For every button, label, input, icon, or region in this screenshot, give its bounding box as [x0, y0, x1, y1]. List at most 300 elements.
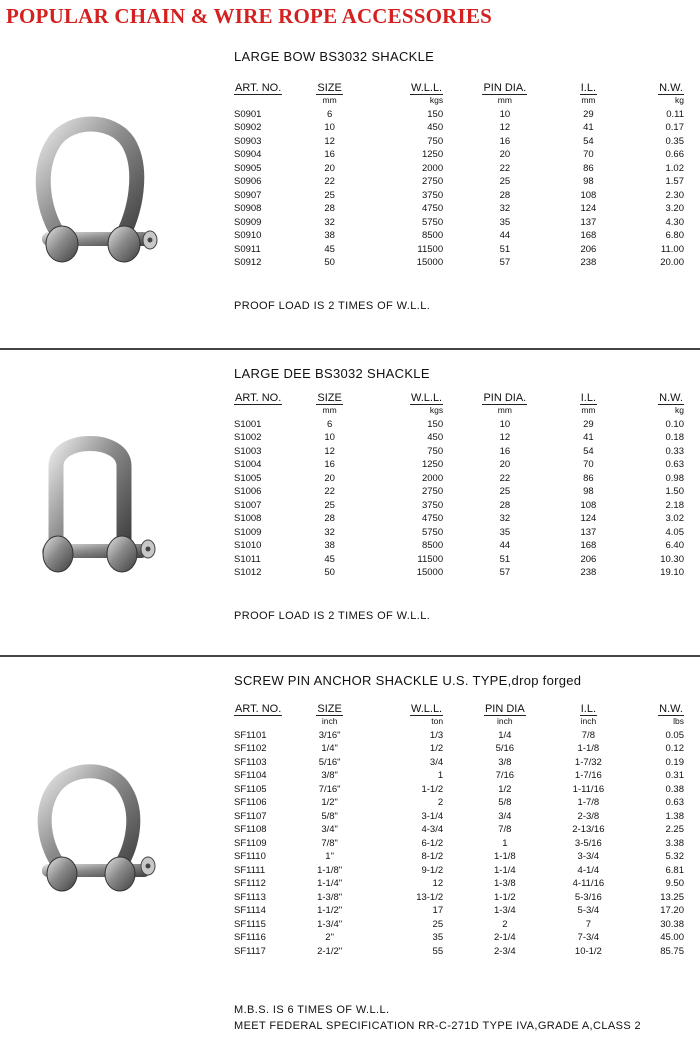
section-title-large-dee: LARGE DEE BS3032 SHACKLE — [234, 366, 430, 381]
cell-wll: 750 — [427, 135, 444, 147]
cell-size: 3/16" — [318, 729, 341, 741]
cell-art-no: S0911 — [234, 243, 261, 255]
cell-pin-dia: 57 — [499, 257, 511, 268]
unit-pin-dia: mm — [497, 405, 512, 415]
cell-art-no: SF1107 — [234, 810, 267, 822]
cell-wll: 11500 — [417, 553, 444, 565]
cell-pin-dia: 1-1/2 — [494, 891, 516, 903]
cell-nw: 17.20 — [660, 905, 684, 916]
cell-art-no: SF1103 — [234, 756, 267, 768]
cell-nw: 0.38 — [665, 783, 684, 795]
cell-il: 1-7/8 — [577, 797, 600, 808]
table-row — [230, 877, 686, 891]
cell-art-no: S1001 — [234, 418, 262, 430]
cell-wll: 2750 — [421, 176, 444, 187]
cell-nw: 0.33 — [665, 445, 684, 457]
cell-nw: 6.40 — [665, 540, 684, 551]
cell-art-no: S1002 — [234, 432, 262, 443]
cell-size: 2-1/2" — [317, 945, 343, 957]
cell-size: 50 — [324, 257, 335, 268]
cell-wll: 3750 — [421, 189, 444, 201]
header-art-no: ART. NO. — [235, 82, 282, 94]
cell-nw: 0.11 — [666, 108, 684, 120]
cell-wll: 1-1/2 — [421, 783, 444, 795]
table-row — [230, 162, 686, 176]
cell-pin-dia: 10 — [499, 108, 511, 120]
units-row — [230, 715, 686, 729]
bow-shackle-image — [32, 112, 162, 277]
cell-wll: 2750 — [421, 486, 444, 497]
cell-nw: 0.12 — [665, 743, 684, 754]
cell-size: 20 — [324, 472, 335, 484]
cell-il: 7-3/4 — [577, 932, 600, 943]
cell-il: 1-7/16 — [574, 770, 602, 781]
cell-pin-dia: 2 — [502, 918, 508, 930]
cell-il: 7 — [585, 918, 592, 930]
table-row — [230, 931, 686, 945]
cell-size: 7/16" — [318, 783, 341, 795]
header-art-no: ART. NO. — [235, 703, 282, 715]
cell-size: 5/16" — [318, 756, 341, 768]
cell-size: 3/8" — [321, 770, 338, 781]
cell-size: 25 — [324, 499, 335, 511]
cell-art-no: SF1108 — [234, 824, 267, 835]
cell-size: 50 — [324, 567, 335, 578]
cell-wll: 15000 — [416, 567, 444, 578]
unit-size: inch — [321, 716, 338, 726]
cell-size: 1" — [325, 851, 334, 862]
cell-pin-dia: 5/8 — [498, 797, 512, 808]
cell-nw: 4.05 — [665, 526, 684, 538]
cell-size: 1-1/8" — [317, 864, 343, 876]
cell-wll: 3/4 — [429, 756, 444, 768]
unit-pin-dia: mm — [497, 95, 512, 105]
cell-pin-dia: 1/2 — [498, 783, 512, 795]
cell-size: 38 — [324, 230, 335, 241]
cell-size: 1-1/2" — [317, 905, 343, 916]
cell-nw: 1.57 — [665, 176, 684, 187]
unit-size: mm — [322, 95, 337, 105]
header-wll: W.L.L. — [410, 703, 443, 715]
cell-il: 1-1/8 — [577, 743, 600, 754]
large-bow-spec-table — [230, 76, 686, 270]
cell-pin-dia: 22 — [499, 162, 511, 174]
section-divider — [0, 655, 700, 657]
cell-art-no: SF1104 — [234, 770, 267, 781]
table-row — [230, 742, 686, 756]
table-row — [230, 512, 686, 526]
unit-il: inch — [580, 716, 597, 726]
cell-size: 38 — [324, 540, 335, 551]
cell-nw: 0.05 — [665, 729, 684, 741]
cell-nw: 0.35 — [665, 135, 684, 147]
cell-wll: 25 — [432, 918, 444, 930]
cell-wll: 2 — [437, 797, 444, 808]
cell-il: 98 — [583, 486, 594, 497]
cell-size: 45 — [324, 553, 335, 565]
section-title-screw-pin-anchor: SCREW PIN ANCHOR SHACKLE U.S. TYPE,drop forged — [234, 673, 582, 688]
cell-nw: 0.17 — [665, 122, 684, 133]
dee-shackle-image — [36, 426, 166, 586]
header-il: I.L. — [580, 703, 597, 715]
large-dee-spec-table — [230, 386, 686, 580]
unit-wll: kgs — [429, 95, 444, 105]
cell-nw: 3.38 — [665, 837, 684, 849]
cell-wll: 8500 — [421, 540, 444, 551]
cell-il: 10-1/2 — [574, 945, 602, 957]
cell-nw: 0.19 — [665, 756, 684, 768]
cell-size: 28 — [324, 203, 335, 214]
cell-wll: 12 — [432, 878, 444, 889]
cell-pin-dia: 5/16 — [495, 743, 515, 754]
cell-art-no: S1003 — [234, 445, 262, 457]
cell-art-no: SF1110 — [234, 851, 266, 862]
cell-pin-dia: 57 — [499, 567, 511, 578]
cell-wll: 450 — [427, 122, 444, 133]
cell-nw: 20.00 — [660, 257, 684, 268]
unit-wll: ton — [431, 716, 444, 726]
table-row — [230, 918, 686, 932]
cell-pin-dia: 1/4 — [498, 729, 512, 741]
cell-wll: 1/2 — [429, 743, 444, 754]
unit-il: mm — [581, 405, 596, 415]
table-row — [230, 566, 686, 580]
cell-art-no: SF1116 — [234, 932, 266, 943]
cell-wll: 15000 — [416, 257, 444, 268]
cell-pin-dia: 2-3/4 — [494, 945, 516, 957]
cell-size: 22 — [324, 486, 335, 497]
cell-size: 7/8" — [321, 837, 338, 849]
cell-wll: 11500 — [417, 243, 444, 255]
header-art-no: ART. NO. — [235, 392, 282, 404]
cell-art-no: SF1101 — [234, 729, 267, 741]
cell-wll: 6-1/2 — [421, 837, 444, 849]
cell-size: 3/4" — [321, 824, 338, 835]
cell-size: 1-3/8" — [317, 891, 343, 903]
cell-il: 86 — [583, 472, 594, 484]
cell-nw: 10.30 — [660, 553, 684, 565]
table-row — [230, 729, 686, 743]
cell-art-no: S1005 — [234, 472, 262, 484]
cell-size: 1/4" — [321, 743, 338, 754]
cell-il: 54 — [583, 445, 594, 457]
cell-size: 6 — [326, 418, 333, 430]
table-row — [230, 243, 686, 257]
cell-pin-dia: 28 — [499, 499, 511, 511]
cell-size: 10 — [324, 122, 335, 133]
cell-pin-dia: 35 — [499, 526, 511, 538]
cell-size: 12 — [324, 135, 335, 147]
cell-size: 20 — [324, 162, 335, 174]
cell-nw: 19.10 — [660, 567, 684, 578]
cell-pin-dia: 7/16 — [495, 770, 515, 781]
cell-pin-dia: 16 — [499, 445, 511, 457]
cell-il: 168 — [580, 230, 597, 241]
cell-art-no: S0903 — [234, 135, 262, 147]
cell-nw: 85.75 — [660, 945, 684, 957]
cell-nw: 5.32 — [665, 851, 684, 862]
cell-size: 16 — [324, 149, 335, 160]
cell-nw: 3.02 — [665, 513, 684, 524]
table-row — [230, 458, 686, 472]
cell-size: 28 — [324, 513, 335, 524]
cell-nw: 0.18 — [665, 432, 684, 443]
screw-pin-anchor-spec-table — [230, 697, 686, 958]
cell-art-no: S0901 — [234, 108, 262, 120]
table-row — [230, 864, 686, 878]
cell-art-no: SF1114 — [234, 905, 266, 916]
cell-il: 5-3/4 — [577, 905, 600, 916]
cell-il: 206 — [580, 553, 597, 565]
cell-wll: 4-3/4 — [421, 824, 444, 835]
cell-nw: 9.50 — [665, 878, 684, 889]
header-pin-dia: PIN DIA. — [483, 392, 527, 404]
cell-il: 5-3/16 — [574, 891, 602, 903]
table-row — [230, 472, 686, 486]
table-row — [230, 810, 686, 824]
cell-art-no: S1011 — [234, 553, 261, 565]
cell-pin-dia: 51 — [499, 553, 511, 565]
cell-art-no: S0906 — [234, 176, 262, 187]
cell-il: 124 — [580, 203, 597, 214]
cell-pin-dia: 22 — [499, 472, 511, 484]
cell-wll: 55 — [432, 945, 444, 957]
cell-il: 108 — [580, 189, 597, 201]
section-divider — [0, 348, 700, 350]
cell-nw: 2.25 — [665, 824, 684, 835]
units-row — [230, 404, 686, 418]
table-row — [230, 756, 686, 770]
table-row — [230, 904, 686, 918]
cell-nw: 4.30 — [665, 216, 684, 228]
cell-pin-dia: 25 — [499, 486, 511, 497]
header-nw: N.W. — [659, 703, 683, 715]
cell-pin-dia: 44 — [499, 540, 511, 551]
cell-wll: 150 — [427, 108, 444, 120]
header-pin-dia: PIN DIA. — [483, 82, 527, 94]
cell-size: 32 — [324, 216, 335, 228]
table-row — [230, 189, 686, 203]
cell-pin-dia: 20 — [499, 459, 511, 470]
table-row — [230, 108, 686, 122]
cell-wll: 2000 — [421, 162, 444, 174]
cell-pin-dia: 3/8 — [498, 756, 512, 768]
cell-wll: 9-1/2 — [421, 864, 444, 876]
cell-wll: 750 — [427, 445, 444, 457]
cell-wll: 1/3 — [429, 729, 444, 741]
cell-il: 137 — [580, 526, 597, 538]
unit-nw: kg — [675, 405, 684, 415]
cell-pin-dia: 35 — [499, 216, 511, 228]
table-row — [230, 526, 686, 540]
cell-art-no: S1009 — [234, 526, 262, 538]
header-nw: N.W. — [659, 82, 683, 94]
cell-size: 32 — [324, 526, 335, 538]
cell-art-no: SF1112 — [234, 878, 266, 889]
cell-pin-dia: 28 — [499, 189, 511, 201]
cell-pin-dia: 3/4 — [498, 810, 512, 822]
cell-pin-dia: 1-1/4 — [494, 864, 516, 876]
cell-pin-dia: 1 — [502, 837, 508, 849]
cell-art-no: S1010 — [234, 540, 262, 551]
cell-wll: 1250 — [421, 149, 444, 160]
cell-nw: 11.00 — [660, 243, 684, 255]
unit-art-no — [230, 715, 306, 729]
cell-wll: 5750 — [421, 526, 444, 538]
cell-il: 54 — [583, 135, 594, 147]
table-row — [230, 431, 686, 445]
cell-il: 3-5/16 — [574, 837, 602, 849]
cell-art-no: SF1115 — [234, 918, 266, 930]
cell-wll: 4750 — [421, 203, 444, 214]
cell-wll: 8500 — [421, 230, 444, 241]
cell-art-no: S0907 — [234, 189, 262, 201]
cell-il: 124 — [580, 513, 597, 524]
cell-il: 238 — [580, 567, 597, 578]
header-wll: W.L.L. — [410, 392, 443, 404]
table-row — [230, 783, 686, 797]
cell-pin-dia: 32 — [499, 513, 511, 524]
cell-size: 5/8" — [321, 810, 338, 822]
cell-size: 1-3/4" — [317, 918, 343, 930]
cell-size: 6 — [326, 108, 333, 120]
cell-wll: 2000 — [421, 472, 444, 484]
cell-art-no: S1006 — [234, 486, 262, 497]
cell-art-no: S0910 — [234, 230, 262, 241]
unit-il: mm — [581, 95, 596, 105]
cell-wll: 35 — [432, 932, 444, 943]
cell-size: 1-1/4" — [317, 878, 343, 889]
cell-art-no: S0905 — [234, 162, 262, 174]
cell-il: 86 — [583, 162, 594, 174]
cell-il: 1-7/32 — [574, 756, 602, 768]
table-row — [230, 850, 686, 864]
cell-wll: 17 — [432, 905, 444, 916]
cell-size: 1/2" — [321, 797, 338, 808]
unit-size: mm — [322, 405, 337, 415]
cell-art-no: S0908 — [234, 203, 262, 214]
cell-size: 25 — [324, 189, 335, 201]
cell-pin-dia: 51 — [499, 243, 511, 255]
cell-pin-dia: 12 — [499, 432, 511, 443]
cell-art-no: S0902 — [234, 122, 262, 133]
cell-size: 12 — [324, 445, 335, 457]
cell-il: 41 — [583, 122, 594, 133]
section-title-large-bow: LARGE BOW BS3032 SHACKLE — [234, 49, 435, 64]
cell-wll: 13-1/2 — [416, 891, 444, 903]
table-row — [230, 175, 686, 189]
table-row — [230, 796, 686, 810]
cell-pin-dia: 12 — [499, 122, 511, 133]
cell-size: 45 — [324, 243, 335, 255]
cell-il: 168 — [580, 540, 597, 551]
cell-pin-dia: 2-1/4 — [494, 932, 516, 943]
cell-nw: 1.02 — [665, 162, 684, 174]
cell-il: 70 — [583, 459, 594, 470]
table-row — [230, 539, 686, 553]
header-nw: N.W. — [659, 392, 683, 404]
cell-il: 2-13/16 — [572, 824, 605, 835]
cell-size: 10 — [324, 432, 335, 443]
cell-pin-dia: 25 — [499, 176, 511, 187]
header-size: SIZE — [317, 703, 342, 715]
cell-pin-dia: 1-1/8 — [494, 851, 516, 862]
cell-wll: 3-1/4 — [421, 810, 444, 822]
cell-il: 3-3/4 — [577, 851, 600, 862]
cell-wll: 3750 — [421, 499, 444, 511]
cell-wll: 1 — [437, 770, 444, 781]
cell-art-no: S1008 — [234, 513, 262, 524]
federal-spec-note: MEET FEDERAL SPECIFICATION RR-C-271D TYPE IVA,GRADE A,CLASS 2 — [234, 1020, 642, 1032]
cell-nw: 0.63 — [665, 797, 684, 808]
cell-art-no: SF1113 — [234, 891, 266, 903]
cell-nw: 0.10 — [665, 418, 684, 430]
table-row — [230, 823, 686, 837]
cell-nw: 0.31 — [665, 770, 684, 781]
header-size: SIZE — [317, 82, 342, 94]
cell-nw: 6.81 — [665, 864, 684, 876]
cell-wll: 8-1/2 — [421, 851, 444, 862]
table-row — [230, 837, 686, 851]
table-row — [230, 121, 686, 135]
unit-wll: kgs — [429, 405, 444, 415]
cell-il: 206 — [580, 243, 597, 255]
unit-art-no — [230, 404, 306, 418]
page-title: POPULAR CHAIN & WIRE ROPE ACCESSORIES — [6, 4, 493, 28]
header-il: I.L. — [580, 82, 597, 94]
cell-pin-dia: 1-3/8 — [494, 878, 516, 889]
cell-wll: 5750 — [421, 216, 444, 228]
header-pin-dia: PIN DIA — [484, 703, 525, 715]
header-wll: W.L.L. — [410, 82, 443, 94]
cell-size: 16 — [324, 459, 335, 470]
table-row — [230, 418, 686, 432]
cell-pin-dia: 10 — [499, 418, 511, 430]
cell-nw: 1.38 — [665, 810, 684, 822]
cell-art-no: SF1105 — [234, 783, 267, 795]
cell-il: 7/8 — [581, 729, 595, 741]
header-size: SIZE — [317, 392, 342, 404]
cell-il: 29 — [583, 418, 594, 430]
cell-il: 29 — [583, 108, 594, 120]
cell-art-no: S0909 — [234, 216, 262, 228]
cell-il: 41 — [583, 432, 594, 443]
cell-nw: 0.98 — [665, 472, 684, 484]
cell-il: 4-11/16 — [572, 878, 605, 889]
table-row — [230, 216, 686, 230]
table-row — [230, 945, 686, 959]
table-row — [230, 148, 686, 162]
table-row — [230, 891, 686, 905]
cell-nw: 0.66 — [665, 149, 684, 160]
proof-load-note: PROOF LOAD IS 2 TIMES OF W.L.L. — [234, 300, 431, 312]
cell-il: 1-11/16 — [572, 783, 605, 795]
table-row — [230, 485, 686, 499]
cell-wll: 450 — [427, 432, 444, 443]
cell-il: 238 — [580, 257, 597, 268]
cell-pin-dia: 16 — [499, 135, 511, 147]
cell-wll: 1250 — [421, 459, 444, 470]
cell-nw: 30.38 — [660, 918, 684, 930]
cell-il: 98 — [583, 176, 594, 187]
cell-nw: 1.50 — [665, 486, 684, 497]
cell-il: 4-1/4 — [577, 864, 600, 876]
cell-nw: 45.00 — [660, 932, 684, 943]
cell-size: 2" — [325, 932, 334, 943]
cell-art-no: S1004 — [234, 459, 262, 470]
cell-pin-dia: 32 — [499, 203, 511, 214]
cell-wll: 150 — [427, 418, 444, 430]
